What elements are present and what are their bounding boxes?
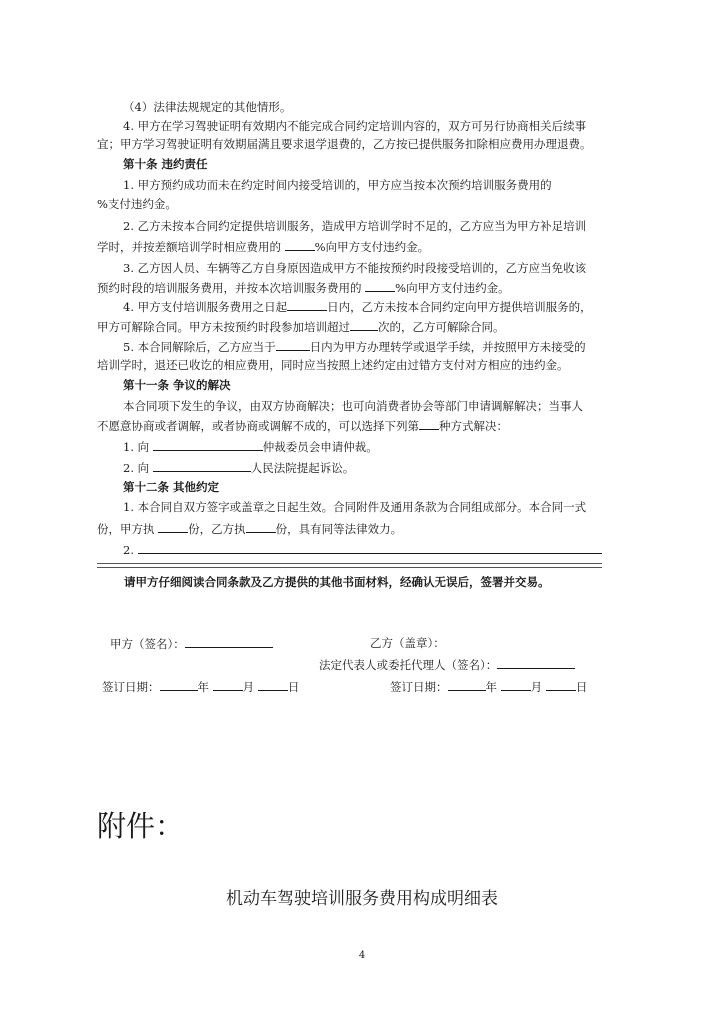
blank-underline [365,279,395,292]
article12-p1-line2a: 份，甲方执 [97,522,159,536]
clause-p4-line2: 宜；甲方学习驾驶证明有效期届满且要求退学退费的，乙方按已提供服务扣除相应费用办理退费。 [97,137,592,151]
article12-p1-line1: 1. 本合同自双方签字或盖章之日起生效。合同附件及通用条款为合同组成部分。本合同一式 [123,500,587,514]
party-b-date [390,678,587,695]
divider [97,567,602,568]
article12-p2-label: 2. [123,543,138,557]
article10-p1-line2: %支付违约金。 [97,197,177,211]
date-month: 月 [242,680,255,694]
article10-p2-line1: 2. 乙方未按本合同约定提供培训服务，造成甲方培训学时不足的，乙方应当为甲方补足培训 [123,219,587,233]
article10-p4-line1a: 4. 甲方支付培训服务费用之日起 [123,300,288,314]
party-a-label: 甲方（签名）： [110,637,185,651]
date-year: 年 [197,680,209,694]
article10-p2-line2a: 学时，并按差额培训学时相应费用的 [97,240,285,254]
party-a-signature [110,635,273,652]
blank-underline [350,318,378,331]
article11-opt2b: 人民法院提起诉讼。 [250,461,355,475]
article11-p-line1: 本合同项下发生的争议，由双方协商解决；也可向消费者协会等部门申请调解解决；当事人 [123,399,583,413]
article11-option2 [123,459,354,476]
article10-p1-line1: 1. 甲方预约成功而未在约定时间内接受培训的，甲方应当按本次预约培训服务费用的 [123,178,552,192]
article10-title: 第十条 违约责任 [123,157,208,171]
annex-heading: 附件： [97,809,185,843]
party-b-label: 乙方（盖章）： [370,636,445,650]
article11-opt2a: 2. 向 [123,461,153,475]
article10-p3-line1: 3. 乙方因人员、车辆等乙方自身原因造成甲方不能按预约时段接受培训的，乙方应当免收该 [123,261,587,275]
date-blank [160,678,198,691]
article10-p4-line2 [97,318,505,335]
article11-p-line2 [97,417,508,434]
article12-p1-line2b: 份，乙方执 [188,522,246,536]
legal-rep-label: 法定代表人或委托代理人（签名）： [319,658,498,672]
divider [97,563,602,564]
date-day: 日 [287,680,300,694]
date-blank [258,678,288,691]
date-blank [501,678,531,691]
article10-p4-line2b: 次的，乙方可解除合同。 [378,320,505,334]
blank-underline [158,520,188,533]
notice-text: 请甲方仔细阅读合同条款及乙方提供的其他书面材料，经确认无误后，签署并交易。 [124,575,550,589]
article11-p-line2b: 种方式解决： [439,419,508,433]
article12-p1-line2c: 份，具有同等法律效力。 [275,522,403,536]
date-year: 年 [485,680,497,694]
blank-underline [276,338,310,351]
blank-underline [419,417,439,430]
date-month: 月 [530,680,543,694]
annex-title: 机动车驾驶培训服务费用构成明细表 [226,889,498,909]
article12-title: 第十二条 其他约定 [123,480,220,494]
date-label: 签订日期： [102,680,160,694]
blank-underline [246,520,276,533]
article10-p4-line1b: 日内，乙方未按本合同约定向甲方提供培训服务的， [327,300,592,314]
article10-p5-line2: 培训学时，退还已收讫的相应费用，同时应当按照上述约定由过错方支付对方相应的违约金。 [97,358,569,372]
article12-p2 [123,541,602,558]
blank-underline [138,541,602,554]
clause-p4-line1: 4. 甲方在学习驾驶证明有效期内不能完成合同约定培训内容的，双方可另行协商相关后续事 [123,119,587,133]
article11-p-line2a: 不愿意协商或者调解，或者协商或调解不成的，可以选择下列第 [97,419,419,433]
article10-p4-line2a: 甲方可解除合同。甲方未按预约时段参加培训超过 [97,320,350,334]
article10-p5-line1b: 日内为甲方办理转学或退学手续，并按照甲方未接受的 [309,340,586,354]
article10-p4-line1 [123,298,592,315]
date-label: 签订日期： [390,680,448,694]
date-blank [448,678,486,691]
date-blank [213,678,243,691]
date-day: 日 [575,680,588,694]
article11-option1 [123,438,378,455]
signature-line [185,635,273,648]
date-blank [546,678,576,691]
blank-underline [153,438,263,451]
page-number: 4 [358,950,366,961]
article11-title: 第十一条 争议的解决 [123,378,231,392]
article10-p5-line1 [123,338,586,355]
blank-underline [153,459,251,472]
clause-item-law: （4）法律法规规定的其他情形。 [123,100,292,114]
party-a-date [102,678,299,695]
article10-p3-line2 [97,279,510,296]
blank-underline [287,298,327,311]
blank-underline [285,238,315,251]
article10-p2-line2 [97,238,429,255]
article12-p1-line2 [97,520,402,537]
article10-p5-line1a: 5. 本合同解除后，乙方应当于 [123,340,276,354]
signature-line [497,656,575,669]
legal-rep-signature [319,656,575,673]
article11-opt1a: 1. 向 [123,440,153,454]
article10-p3-line2b: %向甲方支付违约金。 [395,281,510,295]
article11-opt1b: 仲裁委员会申请仲裁。 [262,440,378,454]
article10-p3-line2a: 预约时段的培训服务费用，并按本次培训服务费用的 [97,281,366,295]
article10-p2-line2b: %向甲方支付违约金。 [314,240,430,254]
